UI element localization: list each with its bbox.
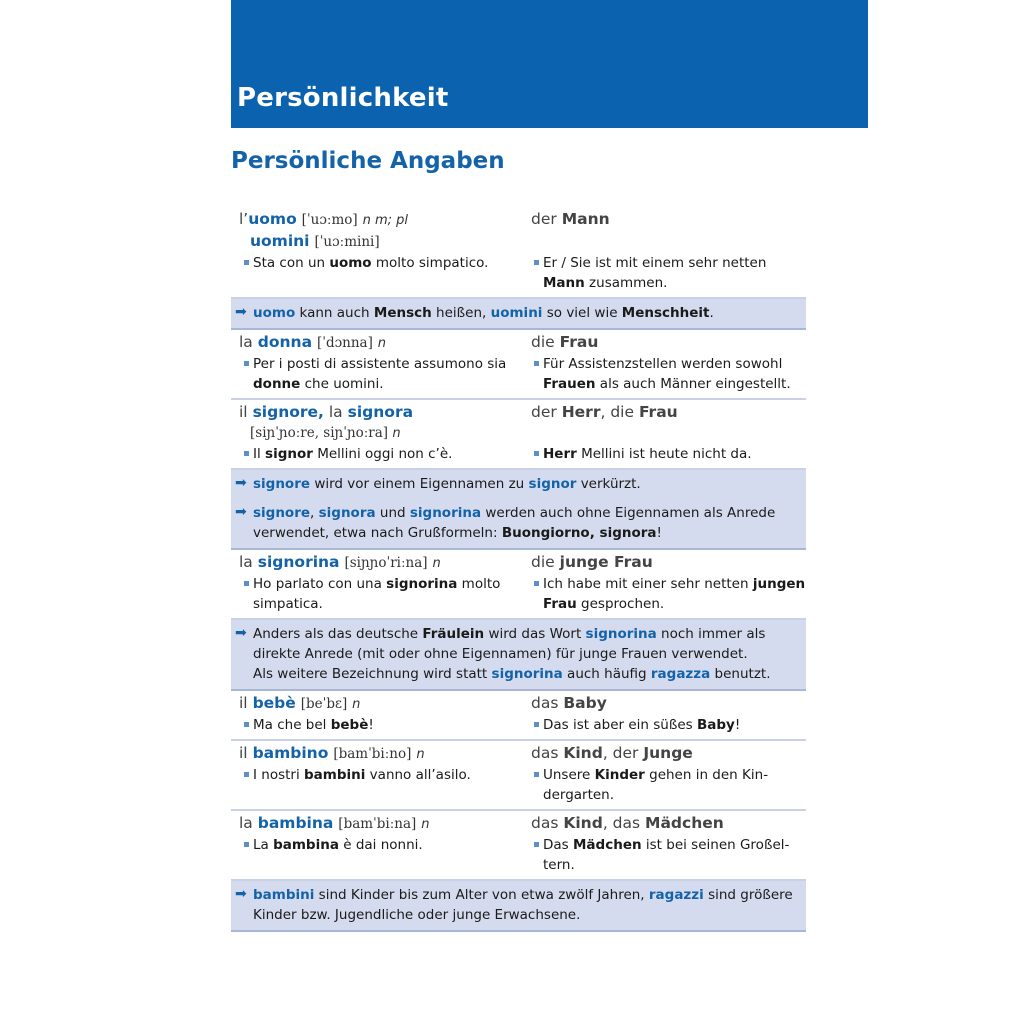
italian-example: Sta con un uomo molto simpatico.	[231, 253, 521, 293]
german-example: Er / Sie ist mit einem sehr netten Mann zusammen.	[531, 253, 806, 293]
usage-note: ➡ uomo kann auch Mensch heißen, uomini so viel wie Menschheit.	[231, 299, 806, 330]
german-example: Unsere Kinder gehen in den Kindergarten.	[531, 765, 806, 805]
italian-plural: uomini [ˈuɔːmini]	[250, 232, 380, 250]
arrow-right-icon: ➡	[235, 886, 247, 902]
square-bullet-icon	[534, 361, 539, 366]
italian-headword: la bambina [bamˈbiːna] n	[239, 814, 430, 832]
section-title: Persönliche Angaben	[231, 148, 505, 174]
vocab-entry	[231, 400, 806, 470]
german-translation: die junge Frau	[531, 553, 653, 571]
italian-headword: la donna [ˈdɔnna] n	[239, 333, 387, 351]
german-example: Ich habe mit einer sehr netten jungen Frau gesprochen.	[531, 574, 806, 614]
usage-note: ➡ bambini sind Kinder bis zum Alter von etwa zwölf Jahren, ragazzi sind größere Kinder bzw. Jugendliche oder junge Erwachsene.	[231, 881, 806, 932]
arrow-right-icon: ➡	[235, 304, 247, 320]
square-bullet-icon	[244, 842, 249, 847]
italian-example: Ma che bel bebè!	[231, 715, 521, 735]
square-bullet-icon	[534, 581, 539, 586]
vocab-entry	[231, 550, 806, 620]
usage-note: ➡ Anders als das deutsche Fräulein wird das Wort signorina noch immer als direkte Anrede (mit oder ohne Eigennamen) für junge Frauen verwendet. Als weitere Bezeichnung wird statt signorina auch häufig ragazza benutzt.	[231, 620, 806, 691]
german-translation: die Frau	[531, 333, 599, 351]
vocab-entry	[231, 741, 806, 811]
arrow-right-icon: ➡	[235, 625, 247, 641]
vocabulary-list	[231, 207, 806, 932]
arrow-right-icon: ➡	[235, 504, 247, 520]
square-bullet-icon	[534, 772, 539, 777]
vocab-entry	[231, 207, 806, 299]
usage-note: ➡ signore wird vor einem Eigennamen zu signor verkürzt. ➡ signore, signora und signorina werden auch ohne Eigennamen als Anrede verwendet, etwa nach Grußformeln: Buongiorno, signora!	[231, 470, 806, 550]
square-bullet-icon	[534, 451, 539, 456]
german-translation: das Baby	[531, 694, 607, 712]
italian-example: Ho parlato con una signorina molto simpatica.	[231, 574, 521, 614]
german-example: Für Assistenzstellen werden sowohl Frauen als auch Männer eingestellt.	[531, 354, 806, 394]
german-translation: der Herr, die Frau	[531, 403, 678, 421]
chapter-banner	[231, 0, 868, 128]
vocab-entry	[231, 691, 806, 741]
square-bullet-icon	[244, 772, 249, 777]
italian-headword: il bambino [bamˈbiːno] n	[239, 744, 425, 762]
italian-headword: il signore, la signora	[239, 403, 414, 421]
german-example: Das Mädchen ist bei seinen Großeltern.	[531, 835, 806, 875]
square-bullet-icon	[244, 722, 249, 727]
italian-example: La bambina è dai nonni.	[231, 835, 521, 875]
vocab-entry	[231, 811, 806, 881]
vocab-entry	[231, 330, 806, 400]
chapter-title: Persönlichkeit	[237, 83, 449, 113]
square-bullet-icon	[244, 581, 249, 586]
square-bullet-icon	[244, 361, 249, 366]
italian-headword: il bebè [beˈbɛ] n	[239, 694, 361, 712]
italian-example: I nostri bambini vanno all’asilo.	[231, 765, 521, 805]
german-example: Das ist aber ein süßes Baby!	[531, 715, 806, 735]
german-translation: der Mann	[531, 210, 610, 228]
square-bullet-icon	[534, 722, 539, 727]
square-bullet-icon	[244, 451, 249, 456]
square-bullet-icon	[534, 260, 539, 265]
italian-example: Per i posti di assistente assumono sia donne che uomini.	[231, 354, 521, 394]
italian-headword: l’uomo [ˈuɔːmo] n m; pl	[239, 210, 408, 228]
square-bullet-icon	[534, 842, 539, 847]
square-bullet-icon	[244, 260, 249, 265]
italian-headword: la signorina [siɲɲoˈriːna] n	[239, 553, 441, 571]
german-example: Herr Mellini ist heute nicht da.	[531, 444, 806, 464]
italian-example: Il signor Mellini oggi non c’è.	[231, 444, 521, 464]
german-translation: das Kind, der Junge	[531, 744, 693, 762]
german-translation: das Kind, das Mädchen	[531, 814, 724, 832]
arrow-right-icon: ➡	[235, 475, 247, 491]
italian-pronunciation: [siɲˈɲoːre, siɲˈɲoːra] n	[250, 425, 401, 441]
